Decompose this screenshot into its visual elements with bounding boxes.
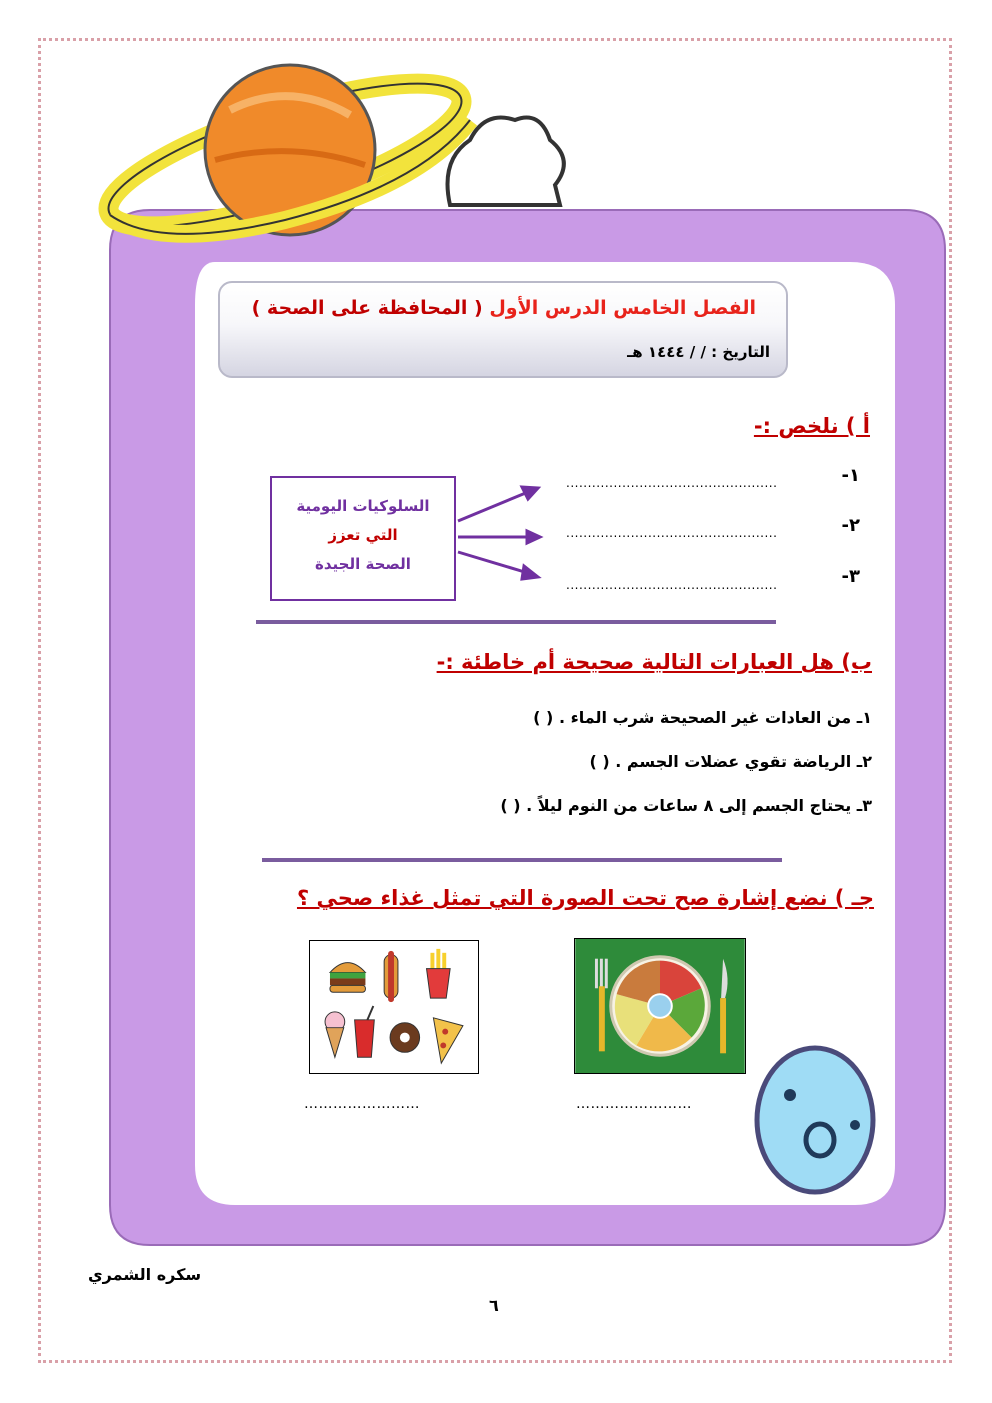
answer-blank: …………………… <box>576 1096 692 1112</box>
true-false-statement: ٢ـ الرياضة تقوي عضلات الجسم . ( ) <box>589 752 872 771</box>
pizza-icon <box>433 1018 463 1063</box>
page-number: ٦ <box>489 1296 499 1315</box>
moon-icon <box>757 1048 873 1192</box>
true-false-statement: ١ـ من العادات غير الصحيحة شرب الماء . ( ) <box>533 708 872 727</box>
lesson-topic: ( المحافظة على الصحة ) <box>251 297 483 319</box>
burger-icon <box>330 963 365 993</box>
section-a-heading: أ ) نلخص :- <box>753 414 870 438</box>
hotdog-icon <box>384 951 398 1002</box>
fries-icon <box>427 949 451 998</box>
summary-item-number: ٢- <box>841 515 860 536</box>
author-name: سكره الشمري <box>88 1265 202 1284</box>
summary-item-blank: ................................................. <box>566 526 778 540</box>
section-divider <box>262 858 782 862</box>
healthy-food-image <box>574 938 746 1074</box>
lesson-header <box>218 281 788 378</box>
plate-icon <box>611 957 710 1056</box>
donut-icon <box>390 1023 420 1053</box>
ice-cream-icon <box>325 1012 345 1057</box>
lesson-title <box>252 297 756 319</box>
date-line: التاريخ : / / ١٤٤٤ هـ <box>627 343 770 361</box>
concept-line: السلوكيات اليومية <box>296 497 430 515</box>
answer-blank: …………………… <box>304 1096 420 1112</box>
section-c-heading: جـ ) نضع إشارة صح تحت الصورة التي تمثل غذاء صحي ؟ <box>296 886 874 910</box>
concept-line: الصحة الجيدة <box>315 555 411 573</box>
summary-item-blank: ................................................. <box>566 578 778 592</box>
junk-food-image <box>309 940 479 1074</box>
section-b-heading: ب) هل العبارات التالية صحيحة أم خاطئة :- <box>436 650 872 674</box>
soda-icon <box>355 1006 375 1057</box>
section-divider <box>256 620 776 624</box>
summary-item-number: ١- <box>841 465 860 486</box>
concept-line: التي تعزز <box>328 526 398 544</box>
summary-item-number: ٣- <box>841 566 860 587</box>
true-false-statement: ٣ـ يحتاج الجسم إلى ٨ ساعات من النوم ليلاً . ( ) <box>500 796 872 815</box>
concept-box <box>270 476 456 601</box>
summary-item-blank: ................................................. <box>566 476 778 490</box>
chapter-lesson: الفصل الخامس الدرس الأول <box>489 297 756 319</box>
